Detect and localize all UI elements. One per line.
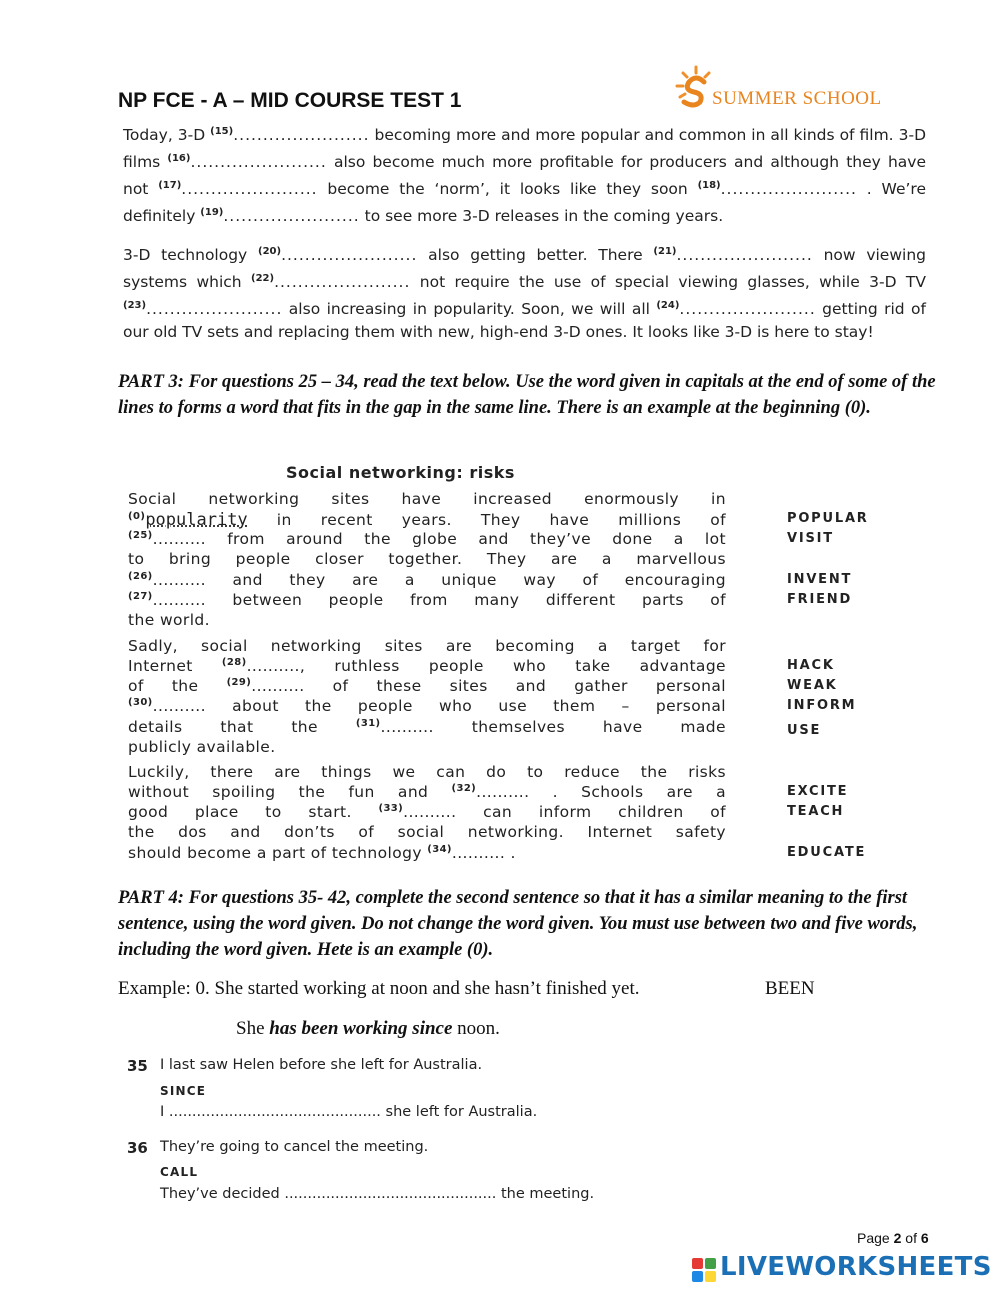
gap-15[interactable]: ....................... — [233, 126, 370, 144]
keyword: EXCITE — [787, 784, 849, 799]
gap-29[interactable]: .......... — [251, 677, 305, 695]
keyword: INFORM — [787, 698, 857, 713]
text-line: Sadly, social networking sites are becoming a target for — [128, 637, 726, 655]
gap-32[interactable]: .......... — [476, 783, 530, 801]
logo-text: SUMMER SCHOOL — [712, 88, 882, 109]
text-line: publicly available. — [128, 738, 276, 756]
gap-23[interactable]: ....................... — [146, 300, 283, 318]
question-key-word: CALL — [160, 1165, 199, 1179]
answer-gap-35[interactable]: .............................................. — [168, 1104, 381, 1120]
keyword: VISIT — [787, 531, 834, 546]
text-line: $^{(0)}$popularity in recent years. They have millions of — [128, 510, 726, 530]
cloze-paragraph-2: 3-D technology $^{(20)}$....................... also getting better. There $^{(21)}$....................... now viewing systems which $^{(22)}$....................... not require the use of special viewing glasses, while 3-D TV $^{(23)}$....................... also increasing in popularity. Soon, we will all $^{(24)}$....................... getting rid of our old TV sets and replacing them with new, high-end 3-D ones. It looks like 3-D is here to stay! — [123, 246, 926, 341]
example-answer: She has been working since noon. — [236, 1018, 500, 1039]
part3-instructions: PART 3: For questions 25 – 34, read the text below. Use the word given in capitals at the end of some of the lines to forms a word that fits in the gap in the same line. There is an example at the beginning (0). — [118, 372, 936, 418]
gap-18[interactable]: ....................... — [720, 180, 857, 198]
gap-19[interactable]: ....................... — [223, 207, 360, 225]
question-number: 36 — [127, 1139, 148, 1157]
cloze-paragraph-1: Today, 3-D $^{(15)}$....................... becoming more and more popular and common in all kinds of film. 3-D films $^{(16)}$....................... also become much more profitable for producers and although they have not $^{(17)}$....................... become the ‘norm’, it looks like they soon $^{(18)}$....................... . We’re definitely $^{(19)}$....................... to see more 3-D releases in the coming years. — [123, 126, 927, 225]
text-line: Luckily, there are things we can do to reduce the risks — [128, 763, 726, 781]
text-title: Social networking: risks — [286, 463, 515, 482]
question-answer-line: They’ve decided .............................................. the meeting. — [160, 1186, 595, 1202]
question-answer-line: I .............................................. she left for Australia. — [160, 1104, 538, 1120]
gap-21[interactable]: ....................... — [676, 246, 813, 264]
text-line: the dos and don’ts of social networking. Internet safety — [128, 823, 726, 841]
text-line: of the $^{(29)}$.......... of these sites and gather personal — [128, 677, 727, 695]
liveworksheets-grid-icon — [692, 1258, 716, 1282]
text-line: the world. — [128, 611, 210, 629]
gap-22[interactable]: ....................... — [274, 273, 411, 291]
brand-text: LIVEWORKSHEETS — [720, 1252, 992, 1282]
question-sentence: I last saw Helen before she left for Australia. — [160, 1057, 483, 1073]
question-number: 35 — [127, 1057, 148, 1075]
page-title: NP FCE - A – MID COURSE TEST 1 — [118, 89, 462, 112]
part4-instructions: PART 4: For questions 35- 42, complete the second sentence so that it has a similar meaning to the first sentence, using the word given. Do not change the word given. You must use between two and five words, including the word given. Hete is an example (0). — [118, 888, 918, 960]
text-line: $^{(27)}$.......... between people from many different parts of — [128, 591, 726, 609]
gap-25[interactable]: .......... — [152, 530, 206, 548]
answer-gap-36[interactable]: .............................................. — [284, 1186, 497, 1202]
keyword: TEACH — [787, 804, 845, 819]
keyword: USE — [787, 723, 822, 738]
keyword: HACK — [787, 658, 835, 673]
gap-26[interactable]: .......... — [152, 571, 206, 589]
liveworksheets-logo — [692, 1252, 992, 1288]
gap-28[interactable]: .........., — [246, 657, 306, 675]
text-line: to bring people closer together. They are a marvellous — [128, 550, 726, 568]
gap-16[interactable]: ....................... — [190, 153, 327, 171]
text-line: $^{(25)}$.......... from around the globe and they’ve done a lot — [128, 530, 726, 548]
gap-17[interactable]: ....................... — [181, 180, 318, 198]
question-sentence: They’re going to cancel the meeting. — [160, 1139, 429, 1155]
summer-school-logo — [670, 62, 900, 112]
text-line: details that the $^{(31)}$.......... themselves have made — [128, 718, 726, 736]
text-line: without spoiling the fun and $^{(32)}$.......... . Schools are a — [128, 783, 727, 801]
gap-27[interactable]: .......... — [152, 591, 206, 609]
text-line: $^{(30)}$.......... about the people who use them – personal — [128, 697, 726, 715]
keyword: EDUCATE — [787, 845, 867, 860]
gap-34[interactable]: .......... — [451, 844, 506, 862]
gap-33[interactable]: .......... — [403, 803, 457, 821]
example-sentence: Example: 0. She started working at noon and she hasn’t finished yet. — [118, 978, 640, 999]
page-number: Page 2 of 6 — [857, 1230, 929, 1246]
keyword: INVENT — [787, 572, 853, 587]
gap-30[interactable]: .......... — [152, 697, 206, 715]
keyword: FRIEND — [787, 592, 853, 607]
keyword: WEAK — [787, 678, 838, 693]
text-line: $^{(26)}$.......... and they are a unique way of encouraging — [128, 571, 726, 589]
text-line: good place to start. $^{(33)}$.......... can inform children of — [128, 803, 726, 821]
example-key-word: BEEN — [765, 978, 815, 999]
gap-24[interactable]: ....................... — [679, 300, 816, 318]
question-key-word: SINCE — [160, 1084, 207, 1098]
example-answer-handwritten: popularity — [145, 510, 248, 530]
text-line: Internet $^{(28)}$.........., ruthless people who take advantage — [128, 657, 726, 675]
text-line: should become a part of technology $^{(34)}$.......... . — [128, 844, 516, 862]
text-line: Social networking sites have increased enormously in — [128, 490, 726, 508]
gap-31[interactable]: .......... — [380, 718, 434, 736]
gap-20[interactable]: ....................... — [281, 246, 418, 264]
keyword: POPULAR — [787, 511, 869, 526]
